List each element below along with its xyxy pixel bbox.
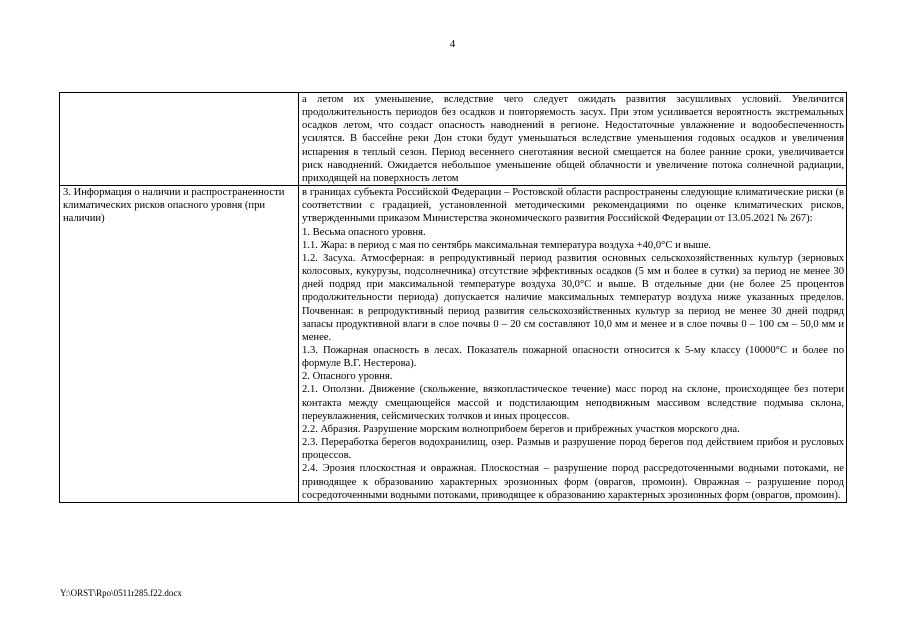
table-row (60, 93, 847, 186)
paragraph: 2.1. Оползни. Движение (скольжение, вязкопластическое течение) масс пород на склоне, происходящее без потери контакта между смещающейся массой и подстилающим неподвижным массивом вследствие подмыва склона, переувлажнения, сейсмических толчков и иных процессов. (302, 384, 844, 422)
paragraph: 2.4. Эрозия плоскостная и овражная. Плоскостная – разрушение пород рассредоточенными водными потоками, не приводящее к образованию характерных эрозионных форм (оврагов, промоин). Овражная – разрушение пород сосредоточенными водными потоками, приводящее к образованию характерных эрозионных форм (оврагов, промоин). (302, 463, 844, 501)
paragraph: 2.3. Переработка берегов водохранилищ, озер. Размыв и разрушение пород берегов под действием прибоя и русловых процессов. (302, 437, 844, 462)
paragraph: 1.1. Жара: в период с мая по сентябрь максимальная температура воздуха +40,0°С и выше. (302, 239, 712, 251)
row-label-cell (60, 186, 299, 503)
row-content-cell (299, 93, 847, 186)
row-label-cell (60, 93, 299, 186)
table-row (60, 186, 847, 503)
page-number: 4 (449, 38, 456, 50)
paragraph: 1. Весьма опасного уровня. (302, 226, 426, 238)
row-label: 3. Информация о наличии и распространенности климатических рисков опасного уровня (при наличии) (63, 187, 285, 225)
row-content-cell (299, 186, 847, 503)
paragraph: 2. Опасного уровня. (302, 371, 393, 383)
content-table (59, 92, 847, 503)
paragraph: 1.3. Пожарная опасность в лесах. Показатель пожарной опасности относится к 5-му классу (10000°С и более по формуле В.Г. Нестерова). (302, 344, 844, 370)
paragraph: а летом их уменьшение, вследствие чего следует ожидать развития засушливых условий. Увеличится продолжительность периодов без осадков и повторяемость засух. При этом усиливается вероятность экстремальных осадков летом, что создаст опасность наводнений в регионе. Недостаточные увлажнение и водообеспеченность усилятся. В бассейне реки Дон стоки будут уменьшаться вследствие уменьшения годовых осадков и увеличения испарения в теплый сезон. Период весеннего снеготаяния весной смещается на более ранние сроки, увеличивается риск наводнений. Ожидается небольшое уменьшение общей облачности и увеличение потока солнечной радиации, приходящей на поверхность летом (302, 94, 844, 184)
paragraph: 2.2. Абразия. Разрушение морским волноприбоем берегов и прибрежных участков морского дна. (302, 423, 740, 435)
file-path-footer: Y:\ORST\Rpo\0511r285.f22.docx (60, 588, 182, 598)
paragraph: 1.2. Засуха. Атмосферная: в репродуктивный период развития основных сельскохозяйственных культур (зерновых колосовых, кукурузы, подсолнечника) отсутствие эффективных осадков (5 мм и более в сутки) за период не менее 30 дней подряд при максимальной температуре воздуха 30,0°С и выше. В отдельные дни (не более 25 процентов продолжительности периода) допускается наличие максимальных температур воздуха ниже указанных пределов. Почвенная: в репродуктивный период развития сельскохозяйственных культур за период не менее 30 дней подряд запасы продуктивной влаги в слое почвы 0 – 20 см составляют 10,0 мм и менее и в слое почвы 0 – 100 см – 50,0 мм и менее. (302, 252, 844, 343)
paragraph: в границах субъекта Российской Федерации – Ростовской области распространены следующие климатические риски (в соответствии с градацией, установленной методическими рекомендациями по оценке климатических рисков, утвержденными приказом Министерства экономического развития Российской Федерации от 13.05.2021 № 267): (302, 187, 844, 225)
